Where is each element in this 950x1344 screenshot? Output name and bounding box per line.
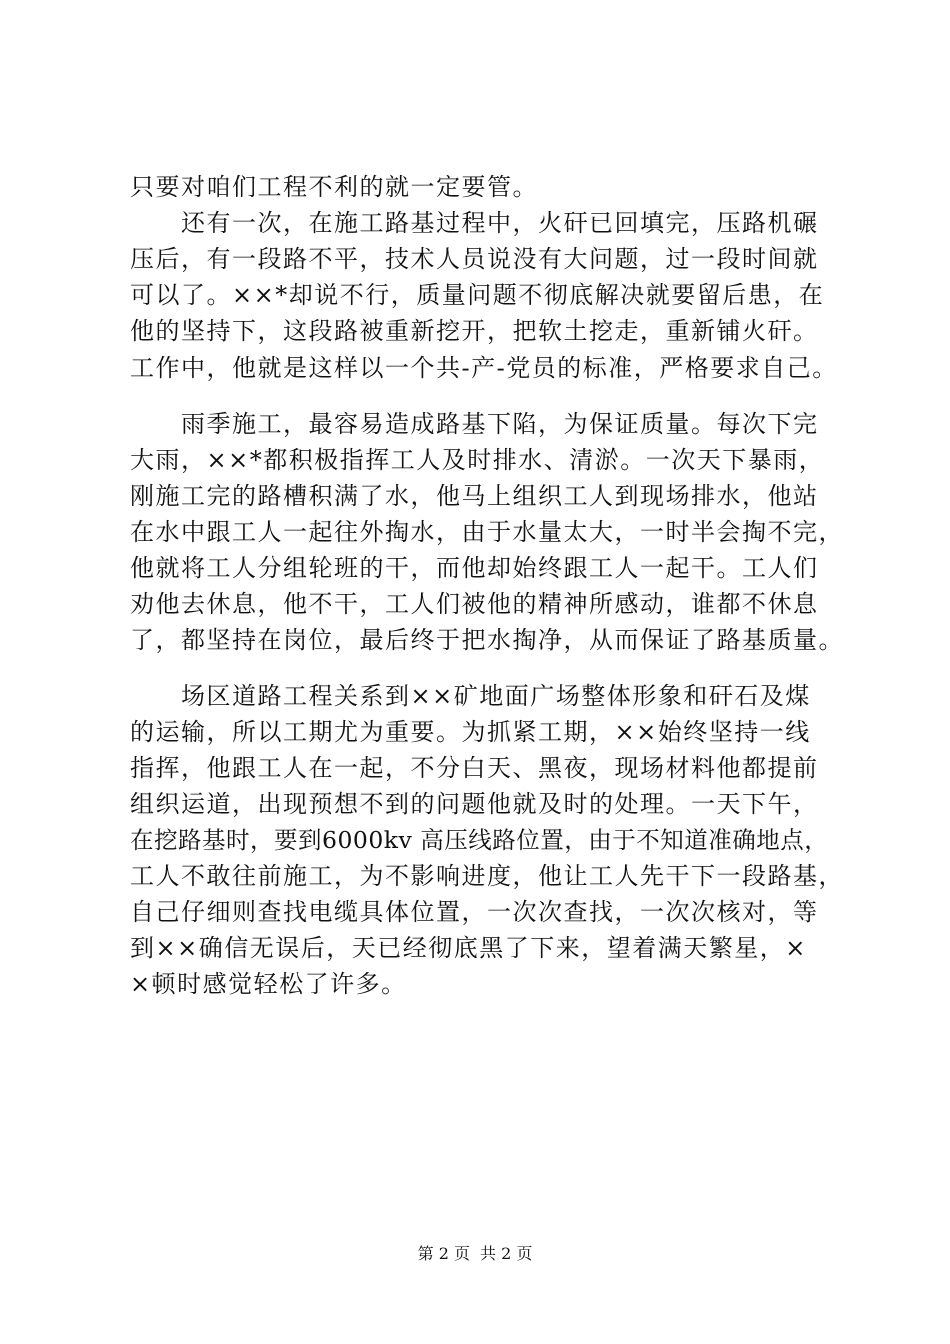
text-line: 劝他去休息，他不干，工人们被他的精神所感动，谁都不休息 [130, 590, 819, 618]
text-line: 雨季施工，最容易造成路基下陷，为保证质量。每次下完 [130, 410, 819, 438]
text-line: 大雨，××*都积极指挥工人及时排水、清淤。一次天下暴雨， [130, 446, 825, 474]
text-line: 在挖路基时，要到6000kv 高压线路位置，由于不知道准确地点， [130, 826, 829, 854]
text-line: 的运输，所以工期尤为重要。为抓紧工期，××始终坚持一线 [130, 718, 811, 746]
text-line: 他的坚持下，这段路被重新挖开，把软土挖走，重新铺火矸。 [130, 317, 819, 345]
text-line: 了，都坚持在岗位，最后终于把水掏净，从而保证了路基质量。 [130, 626, 844, 654]
text-line: 工人不敢往前施工，为不影响进度，他让工人先干下一段路基， [130, 862, 844, 890]
text-line: 压后，有一段路不平，技术人员说没有大问题，过一段时间就 [130, 245, 819, 273]
text-line: 在水中跟工人一起往外掏水，由于水量太大，一时半会掏不完， [130, 518, 844, 546]
text-line: 还有一次，在施工路基过程中，火矸已回填完，压路机碾 [130, 209, 819, 237]
text-line: 只要对咱们工程不利的就一定要管。 [130, 173, 538, 201]
text-line: 自己仔细则查找电缆具体位置，一次次查找，一次次核对，等 [130, 898, 819, 926]
text-line: 组织运道，出现预想不到的问题他就及时的处理。一天下午， [130, 790, 819, 818]
page-footer [0, 1244, 950, 1264]
page-number-total: 共 2 页 [480, 1244, 533, 1263]
text-line: 可以了。××*却说不行，质量问题不彻底解决就要留后患，在 [130, 281, 825, 309]
text-line: 他就将工人分组轮班的干，而他却始终跟工人一起干。工人们 [130, 554, 819, 582]
page-number-current: 第 2 页 [417, 1244, 470, 1263]
text-line: 到××确信无误后，天已经彻底黑了下来，望着满天繁星，× [130, 934, 807, 962]
text-line: 场区道路工程关系到××矿地面广场整体形象和矸石及煤 [130, 682, 811, 710]
text-line: 指挥，他跟工人在一起，不分白天、黑夜，现场材料他都提前 [130, 754, 819, 782]
text-line: ×顿时感觉轻松了许多。 [130, 970, 407, 998]
text-line: 刚施工完的路槽积满了水，他马上组织工人到现场排水，他站 [130, 482, 819, 510]
text-line: 工作中，他就是这样以一个共-产-党员的标准，严格要求自己。 [130, 354, 838, 382]
